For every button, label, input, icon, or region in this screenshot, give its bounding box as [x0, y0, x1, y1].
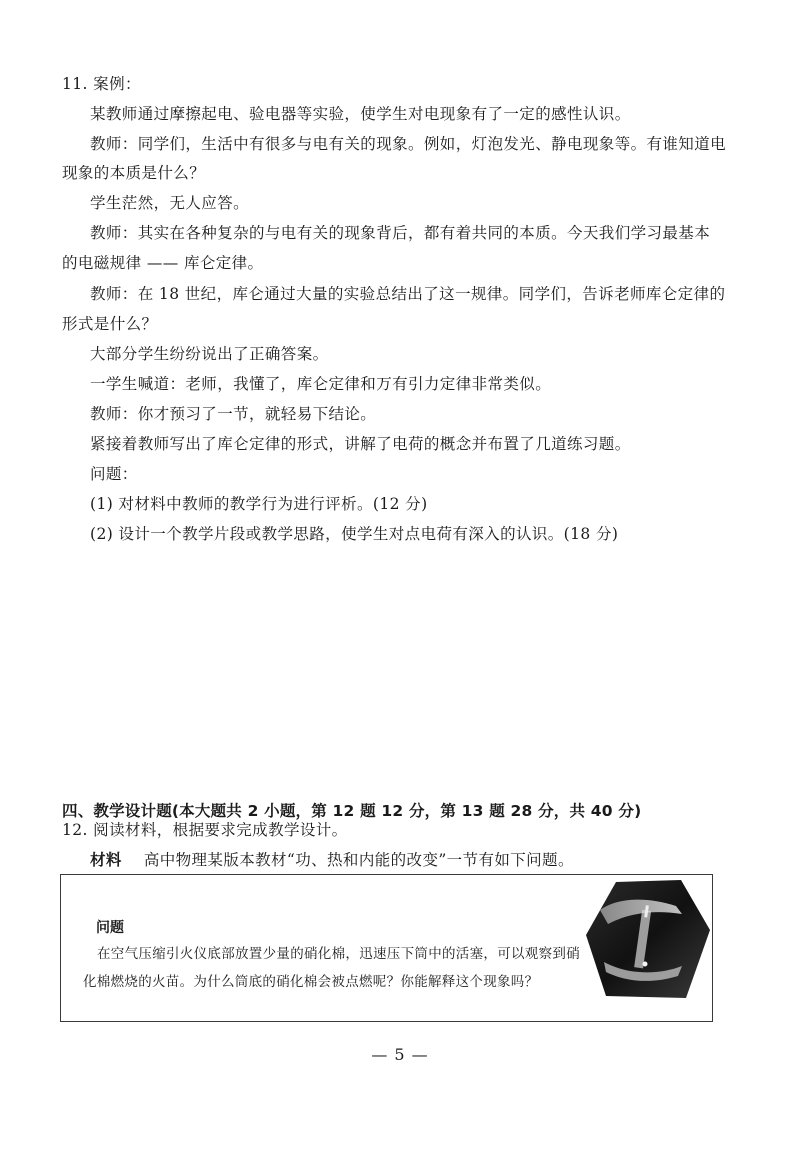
q11-paragraph-6: 大部分学生纷纷说出了正确答案。	[90, 345, 329, 363]
q11-paragraph-2-line-1: 教师：同学们，生活中有很多与电有关的现象。例如，灯泡发光、静电现象等。有谁知道电	[90, 135, 727, 153]
page-number: — 5 —	[371, 1045, 429, 1064]
q11-paragraph-9: 紧接着教师写出了库仑定律的形式，讲解了电荷的概念并布置了几道练习题。	[90, 435, 631, 453]
material-label: 材料	[90, 850, 122, 869]
section-4-heading: 四、教学设计题(本大题共 2 小题，第 12 题 12 分，第 13 题 28 分，共 40 分)	[62, 802, 642, 820]
q11-paragraph-4-line-2: 的电磁规律 —— 库仑定律。	[62, 254, 264, 272]
q11-question-label: 问题：	[90, 465, 138, 483]
q11-paragraph-1: 某教师通过摩擦起电、验电器等实验，使学生对电现象有了一定的感性认识。	[90, 105, 631, 123]
q11-paragraph-5-line-2: 形式是什么？	[62, 315, 158, 333]
q11-subquestion-2: (2) 设计一个教学片段或教学思路，使学生对点电荷有深入的认识。(18 分)	[90, 525, 619, 543]
problem-box-line-1: 在空气压缩引火仪底部放置少量的硝化棉，迅速压下筒中的活塞，可以观察到硝	[97, 946, 580, 962]
q11-subquestion-1: (1) 对材料中教师的教学行为进行评析。(12 分)	[90, 495, 428, 513]
fire-syringe-photo	[586, 880, 711, 1000]
problem-box	[60, 874, 713, 1022]
q11-paragraph-2-line-2: 现象的本质是什么？	[62, 164, 206, 182]
question-12-number: 12. 阅读材料，根据要求完成教学设计。	[62, 821, 348, 839]
q11-paragraph-7: 一学生喊道：老师，我懂了，库仑定律和万有引力定律非常类似。	[90, 375, 552, 393]
problem-box-title: 问题	[96, 920, 124, 936]
question-11-number: 11. 案例：	[62, 75, 141, 93]
q11-paragraph-5-line-1: 教师：在 18 世纪，库仑通过大量的实验总结出了这一规律。同学们，告诉老师库仑定律的	[90, 285, 726, 303]
q11-paragraph-8: 教师：你才预习了一节，就轻易下结论。	[90, 405, 377, 423]
q11-paragraph-3: 学生茫然，无人应答。	[90, 194, 250, 212]
q11-paragraph-4-line-1: 教师：其实在各种复杂的与电有关的现象背后，都有着共同的本质。今天我们学习最基本	[90, 224, 711, 242]
q12-material	[90, 850, 574, 870]
problem-box-line-2: 化棉燃烧的火苗。为什么筒底的硝化棉会被点燃呢？你能解释这个现象吗？	[83, 974, 539, 990]
material-text: 高中物理某版本教材“功、热和内能的改变”一节有如下问题。	[143, 851, 574, 869]
